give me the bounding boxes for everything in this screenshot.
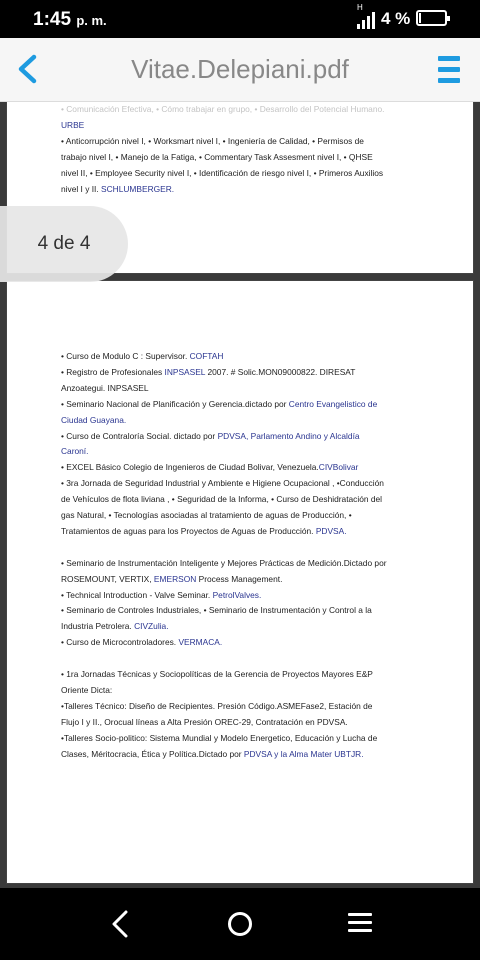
pdf-link-text[interactable]: VERMACA. — [178, 637, 223, 648]
page-indicator: 4 de 4 — [0, 206, 128, 282]
pdf-link-text[interactable]: PDVSA y la Alma Mater UBTJR. — [243, 748, 364, 759]
pdf-text: 2007. # Solic.MON09000822. DIRESAT — [205, 366, 356, 377]
triangle-back-icon — [106, 908, 134, 940]
pdf-link-text[interactable]: SCHLUMBERGER. — [101, 184, 175, 194]
pdf-text-line — [61, 730, 421, 746]
pdf-text-line — [61, 714, 421, 730]
pdf-text: • EXCEL Básico Colegio de Ingenieros de Ciudad Bolivar, Venezuela. — [61, 462, 319, 473]
clock-ampm: p. m. — [76, 13, 107, 28]
pdf-text-line — [61, 380, 421, 396]
pdf-text-line — [61, 555, 421, 571]
pdf-text: • Technical Introduction - Valve Seminar. — [61, 589, 213, 600]
pdf-text-line — [61, 133, 421, 149]
battery-percent: 4 % — [381, 9, 411, 28]
nav-back-button[interactable] — [106, 908, 134, 940]
pdf-text-line — [61, 634, 421, 650]
pdf-text-line — [61, 117, 421, 133]
battery-fill — [419, 13, 421, 23]
pdf-text: • Registro de Profesionales — [61, 366, 165, 377]
pdf-text-line — [61, 149, 421, 165]
pdf-text: nivel I y II. — [61, 184, 102, 194]
pdf-link-text[interactable]: Centro Evangelistico de — [288, 398, 378, 409]
pdf-text: • 3ra Jornada de Seguridad Industrial y Ambiente e Higiene Ocupacional , •Conducción — [61, 478, 384, 489]
pdf-text-line — [61, 165, 421, 181]
pdf-page-4 — [6, 280, 474, 884]
pdf-link-text[interactable]: CIVBolivar — [318, 462, 359, 473]
pdf-viewer[interactable] — [0, 102, 480, 888]
pdf-text-line — [61, 348, 421, 364]
pdf-text-line — [61, 698, 421, 714]
clock-time: 1:45 — [33, 9, 72, 30]
pdf-link-text[interactable]: Ciudad Guayana. — [61, 414, 127, 425]
status-time — [33, 9, 107, 31]
pdf-link-text[interactable]: INPSASEL — [164, 366, 206, 377]
pdf-text: Flujo I y II., Orocual líneas a Alta Presión OREC-29, Contratación en PDVSA. — [61, 716, 348, 727]
pdf-text-line — [61, 459, 421, 475]
pdf-text-line — [61, 443, 421, 459]
pdf-text: Clases, Méritocracia, Ética y Política.Dictado por — [61, 748, 244, 759]
pdf-text-line — [61, 102, 421, 117]
pdf-text: • Seminario de Controles Industriales, • Seminario de Instrumentación y Control a la — [61, 605, 372, 616]
pdf-text-line — [61, 475, 421, 491]
pdf-text-line — [61, 491, 421, 507]
pdf-link-text[interactable]: EMERSON — [153, 573, 197, 584]
nav-home-button[interactable] — [228, 912, 252, 936]
pdf-text-line — [61, 364, 421, 380]
pdf-link-text[interactable]: URBE — [61, 120, 85, 130]
pdf-text-line — [61, 602, 421, 618]
signal-icon — [354, 3, 376, 29]
nav-recent-apps-button[interactable] — [348, 912, 372, 934]
pdf-link-text[interactable]: PDVSA, Parlamento Andino y Alcaldía — [217, 430, 360, 441]
pdf-text: Industria Petrolera. — [61, 621, 135, 632]
pdf-text-line — [61, 523, 421, 539]
pdf-link-text[interactable]: CIVZulia. — [134, 621, 169, 632]
pdf-text: • 1ra Jornadas Técnicas y Sociopolíticas de la Gerencia de Proyectos Mayores E&P — [61, 669, 373, 679]
pdf-text-line — [61, 618, 421, 634]
pdf-text: trabajo nivel I, • Manejo de la Fatiga, • Commentary Task Assesment nivel I, • QHSE — [61, 152, 373, 162]
pdf-text-line — [61, 746, 421, 762]
pdf-text: de Vehículos de flota liviana , • Seguridad de la Informa, • Curso de Deshidratación del — [61, 494, 383, 505]
pdf-text-line — [61, 396, 421, 412]
pdf-text: nivel II, • Employee Security nivel I, • Identificación de riesgo nivel I, • Primeros Auxilios — [61, 168, 384, 178]
pdf-text: ROSEMOUNT, VERTIX, — [61, 573, 154, 584]
pdf-link-text[interactable]: COFTAH — [189, 351, 224, 361]
pdf-text-line — [61, 666, 421, 682]
pdf-text: • Comunicación Efectiva, • Cómo trabajar en grupo, • Desarrollo del Potencial Humano. — [61, 104, 385, 114]
signal-type-label: H — [357, 3, 363, 12]
pdf-text: Tratamientos de aguas para los Proyectos de Aguas de Producción. — [61, 525, 316, 536]
pdf-text: gas Natural, • Tecnologías asociadas al tratamiento de aguas de Producción, • — [61, 510, 352, 520]
pdf-text-line — [61, 507, 421, 523]
pdf-text-line — [61, 428, 421, 444]
pdf-text: • Seminario Nacional de Planificación y Gerencia.dictado por — [61, 398, 289, 409]
pdf-text: • Anticorrupción nivel I, • Worksmart nivel I, • Ingeniería de Calidad, • Permisos de — [61, 136, 364, 146]
pdf-link-text[interactable]: Caroní. — [61, 446, 89, 457]
pdf-link-text[interactable]: PDVSA. — [315, 525, 347, 536]
pdf-link-text[interactable]: PetrolValves. — [212, 589, 262, 600]
document-title: Vitae.Delepiani.pdf — [131, 54, 349, 84]
pdf-text-line — [61, 181, 421, 197]
pdf-text: • Seminario de Instrumentación Inteligente y Mejores Prácticas de Medición.Dictado por — [61, 557, 387, 568]
pdf-text: • Curso de Contraloría Social. dictado por — [61, 430, 218, 441]
status-bar — [0, 0, 480, 38]
pdf-text: • Curso de Modulo C : Supervisor. — [61, 351, 190, 361]
pdf-text: •Talleres Técnico: Diseño de Recipientes. Presión Código.ASMEFase2, Estación de — [61, 700, 373, 711]
pdf-text-line — [61, 587, 421, 603]
pdf-text: •Talleres Socio-politico: Sistema Mundial y Modelo Energetico, Educación y Lucha de — [61, 732, 378, 743]
pdf-text-line — [61, 682, 421, 698]
menu-button[interactable] — [436, 52, 462, 86]
pdf-text-line — [61, 571, 421, 587]
pdf-text-line — [61, 412, 421, 428]
navigation-bar — [0, 888, 480, 960]
pdf-text: Oriente Dicta: — [61, 684, 113, 695]
battery-icon — [416, 10, 447, 26]
app-bar — [0, 38, 480, 102]
pdf-text: • Curso de Microcontroladores. — [61, 637, 179, 648]
pdf-text: Anzoategui. INPSASEL — [61, 382, 149, 393]
pdf-text: Process Management. — [196, 573, 283, 584]
